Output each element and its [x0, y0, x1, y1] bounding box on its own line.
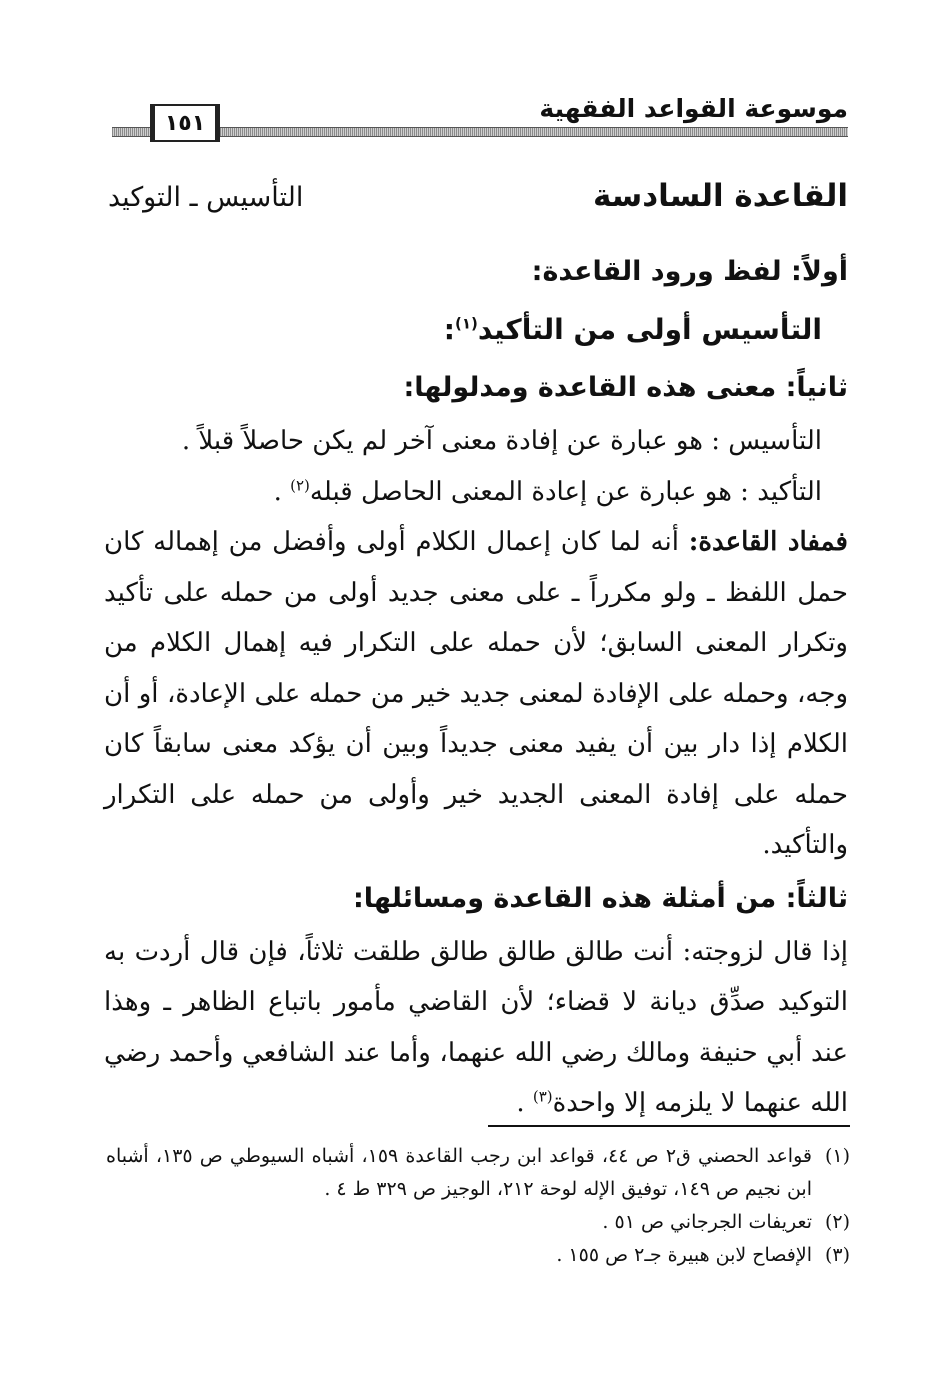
page-number: ١٥١ [150, 104, 220, 142]
footnote-text: الإفصاح لابن هبيرة جـ٢ ص ١٥٥ . [556, 1244, 812, 1266]
section-heading-first: أولاً: لفظ ورود القاعدة: [531, 256, 848, 287]
footnote-ref-1: (١) [454, 314, 478, 333]
definition-tasis: التأسيس : هو عبارة عن إفادة معنى آخر لم يكن حاصلاً قبلاً . [181, 426, 822, 456]
running-header-title: موسوعة القواعد الفقهية [539, 94, 848, 123]
rule-statement-text: التأسيس أولى من التأكيد [477, 313, 822, 346]
example-end: . [516, 1088, 533, 1118]
definition-takid-text: التأكيد : هو عبارة عن إعادة المعنى الحاصل قبله [309, 476, 822, 507]
rule-meaning-lead: فمفاد القاعدة: [688, 527, 848, 557]
rule-statement [104, 300, 822, 360]
rule-title: القاعدة السادسة [592, 178, 848, 214]
footnote-number: (١) [824, 1145, 850, 1167]
rule-subtitle: التأسيس ـ التوكيد [108, 182, 304, 213]
footnote-ref-3: (٣) [532, 1087, 553, 1106]
example-paragraph [104, 927, 848, 1129]
footnote-text: تعريفات الجرجاني ص ٥١ . [602, 1211, 812, 1233]
footnote [106, 1140, 850, 1206]
footnote-separator [488, 1125, 850, 1127]
footnote-number: (٢) [824, 1211, 850, 1233]
section-heading-second: ثانياً: معنى هذه القاعدة ومدلولها: [403, 372, 848, 403]
example-text: إذا قال لزوجته: أنت طالق طالق طالق طلقت ثلاثاً، فإن قال أردت به التوكيد صدِّق ديانة لا قضاء؛ لأن القاضي مأمور باتباع الظاهر ـ وهذا عند أبي حنيفة ومالك رضي الله عنهما، وأما عند الشافعي وأحمد رضي الله عنهما لا يلزمه إلا واحدة [104, 936, 848, 1118]
footnote-text: قواعد الحصني ق٢ ص ٤٤، قواعد ابن رجب القاعدة ١٥٩، أشباه السيوطي ص ١٣٥، أشباه ابن نجيم ص ١٤٩، توفيق الإله لوحة ٢١٢، الوجيز ص ٣٢٩ ط ٤ . [106, 1145, 812, 1200]
footnotes [106, 1140, 850, 1272]
footnote [106, 1206, 850, 1239]
rule-statement-end: : [443, 313, 455, 346]
definition-takid-end: . [273, 476, 291, 507]
footnote-ref-2: (٢) [290, 475, 310, 494]
section-heading-third: ثالثاً: من أمثلة هذه القاعدة ومسائلها: [352, 882, 848, 914]
footnote-number: (٣) [824, 1244, 850, 1266]
main-text [104, 244, 848, 1129]
definition-takid [104, 467, 848, 518]
header-rule [112, 127, 848, 137]
footnote [106, 1239, 850, 1272]
rule-meaning-text: أنه لما كان إعمال الكلام أولى وأفضل من إهماله كان حمل اللفظ ـ ولو مكرراً ـ على معنى جديد أولى من حمله على تأكيد وتكرار المعنى السابق؛ لأن حمله على التكرار فيه إهمال الكلام من وجه، وحمله على الإفادة لمعنى جديد خير من حمله على الإعادة، أو أن الكلام إذا دار بين أن يفيد معنى جديداً وبين أن يؤكد معنى سابقاً كان حمله على إفادة المعنى الجديد خير وأولى من حمله على التكرار والتأكيد. [104, 527, 848, 860]
rule-meaning-paragraph [104, 517, 848, 871]
